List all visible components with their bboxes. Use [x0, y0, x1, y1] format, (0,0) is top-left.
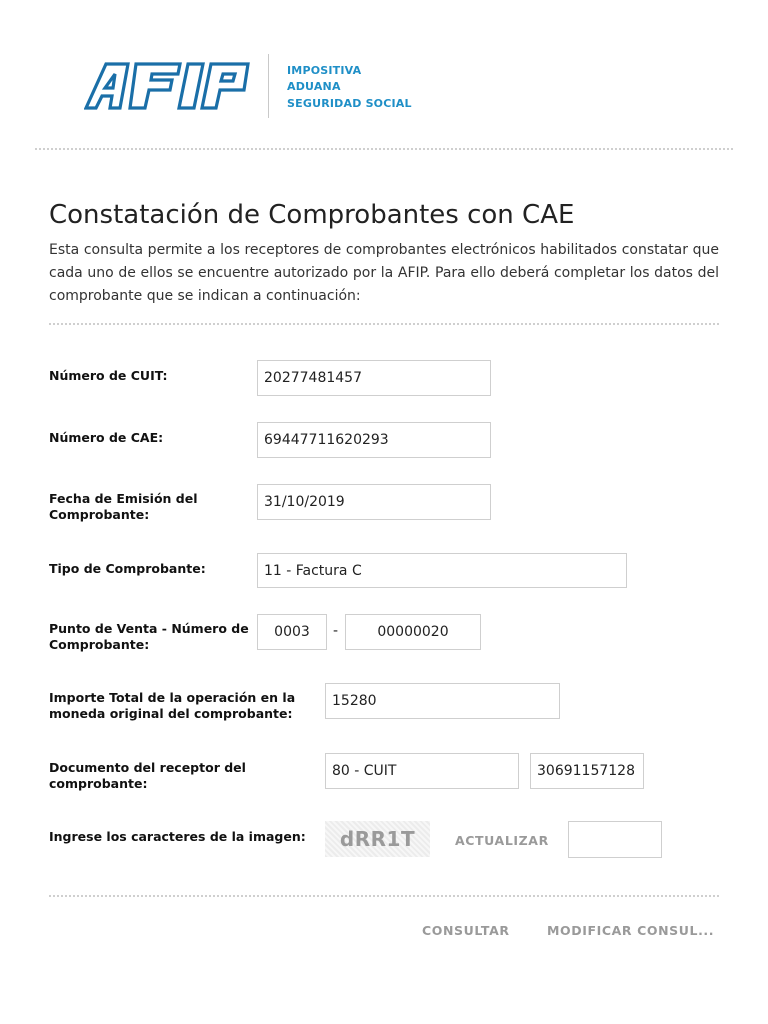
header-separator	[35, 148, 733, 150]
tagline-aduana: ADUANA	[287, 80, 341, 93]
punto-venta-separator: -	[333, 623, 339, 639]
documento-receptor-label: Documento del receptor del comprobante:	[49, 760, 246, 791]
captcha-label: Ingrese los caracteres de la imagen:	[49, 829, 306, 844]
cae-input[interactable]: 69447711620293	[257, 422, 491, 458]
tipo-comprobante-select[interactable]: 11 - Factura C	[257, 553, 627, 588]
actualizar-button[interactable]: ACTUALIZAR	[455, 833, 549, 848]
numero-comprobante-input[interactable]: 00000020	[345, 614, 481, 650]
captcha-input[interactable]	[568, 821, 662, 858]
cae-label: Número de CAE:	[49, 430, 164, 445]
afip-logo-mark	[84, 58, 252, 112]
consultar-button[interactable]: CONSULTAR	[422, 923, 510, 938]
intro-separator	[49, 323, 719, 325]
form-separator	[49, 895, 719, 897]
captcha-image: dRR1T	[325, 821, 430, 857]
modificar-consulta-button[interactable]: MODIFICAR CONSUL...	[547, 923, 715, 938]
tagline-seguridad-social: SEGURIDAD SOCIAL	[287, 97, 412, 110]
punto-venta-input[interactable]: 0003	[257, 614, 327, 650]
tipo-comprobante-label: Tipo de Comprobante:	[49, 561, 206, 576]
importe-total-label: Importe Total de la operación en la moneda original del comprobante:	[49, 690, 296, 721]
cuit-label: Número de CUIT:	[49, 368, 168, 383]
fecha-emision-input[interactable]: 31/10/2019	[257, 484, 491, 520]
cuit-input[interactable]: 20277481457	[257, 360, 491, 396]
afip-logo	[84, 58, 252, 112]
page-intro: Esta consulta permite a los receptores de comprobantes electrónicos habilitados constatar que cada uno de ellos se encuentre autorizado por la AFIP. Para ello deberá completar los datos del comprobante que se indican a continuación:	[49, 242, 719, 304]
documento-tipo-select[interactable]: 80 - CUIT	[325, 753, 519, 789]
fecha-emision-label: Fecha de Emisión del Comprobante:	[49, 491, 198, 522]
header-divider	[268, 54, 269, 118]
documento-numero-input[interactable]: 30691157128	[530, 753, 644, 789]
importe-total-input[interactable]: 15280	[325, 683, 560, 719]
tagline-impositiva: IMPOSITIVA	[287, 64, 362, 77]
punto-venta-label: Punto de Venta - Número de Comprobante:	[49, 621, 249, 652]
page-title: Constatación de Comprobantes con CAE	[49, 200, 575, 230]
